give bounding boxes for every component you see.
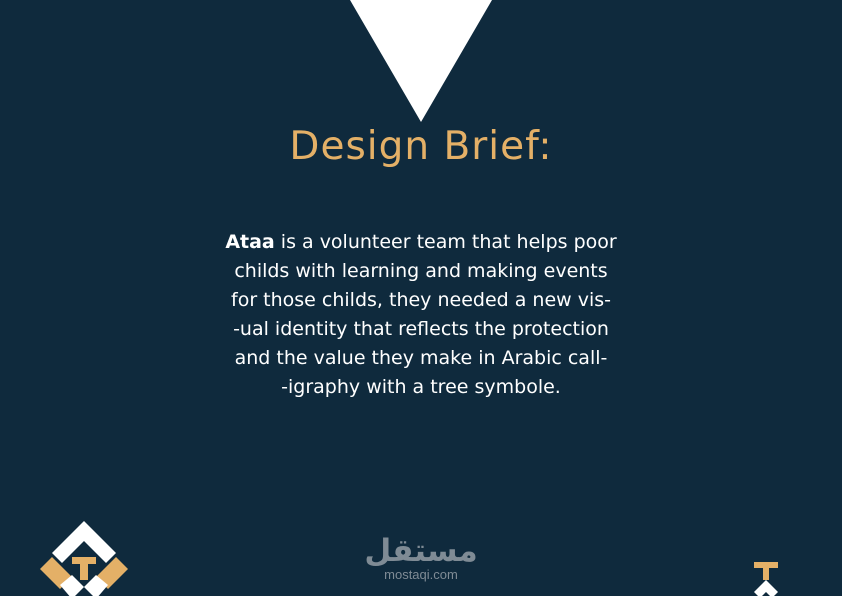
brief-line-3: for those childs, they needed a new vis-: [231, 289, 611, 311]
watermark-latin: mostaqi.com: [384, 567, 458, 582]
brief-line-2: childs with learning and making events: [234, 260, 608, 282]
brief-line-4: -ual identity that reflects the protection: [233, 318, 609, 340]
ataa-logo-partial-icon: [748, 560, 784, 596]
ataa-logo-icon: [38, 519, 130, 596]
brand-name: Ataa: [225, 231, 275, 253]
brief-paragraph: [216, 228, 626, 402]
watermark-arabic: مستقل: [364, 533, 478, 569]
triangle-shape: [350, 0, 492, 122]
mostaqi-watermark: [360, 534, 482, 582]
page-title: Design Brief:: [289, 124, 553, 169]
brief-line-1: [216, 228, 626, 257]
brief-line-6: -igraphy with a tree symbole.: [281, 376, 561, 398]
brief-line-1-text: is a volunteer team that helps poor: [274, 231, 617, 253]
brief-line-5: and the value they make in Arabic call-: [234, 347, 608, 369]
